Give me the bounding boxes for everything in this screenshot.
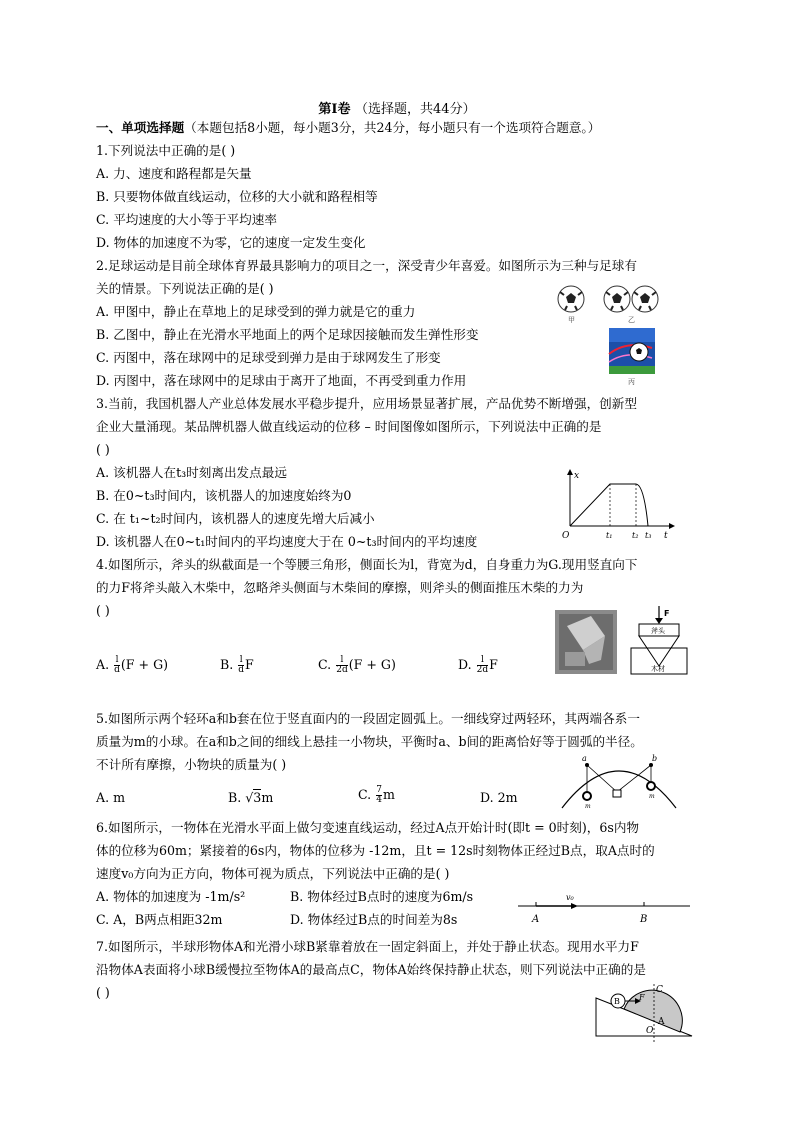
graph-curve-segment: [636, 484, 648, 526]
q4-c-fraction: [336, 656, 348, 675]
fig-label-jia: 甲: [568, 316, 575, 324]
q7-stem-line1: 7.如图所示，半球形物体A和光滑小球B紧靠着放在一固定斜面上，并处于静止状态。现用水平力F: [96, 939, 639, 954]
axe-diagram: [631, 606, 687, 674]
q4-d-den: 2d: [476, 665, 489, 675]
q3-option-a: A. 该机器人在t₃时刻离出发点最远: [96, 465, 287, 480]
small-block: [613, 790, 621, 797]
q4-a-num: l: [115, 655, 119, 665]
q2-option-b: B. 乙图中，静止在光滑水平地面上的两个足球因接触而发生弹性形变: [96, 327, 479, 342]
ring-a-label: a: [582, 754, 587, 763]
graph-tick-t2: t₂: [632, 531, 639, 540]
q5-stem-line1: 5.如图所示两个轻环a和b套在位于竖直面内的一段固定圆弧上。一细线穿过两轻环，其两端各系一: [96, 711, 640, 726]
q1-option-d: D. 物体的加速度不为零，它的速度一定发生变化: [96, 235, 366, 250]
fig-label-bing: 丙: [628, 378, 635, 386]
q4-c-den: 2d: [336, 665, 348, 675]
graph-origin-label: O: [562, 531, 570, 541]
q6-option-d: D. 物体经过B点的时间差为8s: [290, 912, 458, 927]
q4-option-c: [318, 656, 396, 675]
q4-b-den: d: [238, 665, 245, 675]
q4-stem-line1: 4.如图所示，斧头的纵截面是一个等腰三角形，侧面长为l，背宽为d，自身重力为G.现用竖直向下: [96, 557, 638, 572]
section-instruction: （本题包括8小题，每小题3分，共24分，每小题只有一个选项符合题意。）: [184, 120, 601, 135]
q6-option-a: A. 物体的加速度为 -1m/s²: [96, 889, 246, 904]
q3-stem-line2: 企业大量涌现。某品牌机器人做直线运动的位移 – 时间图像如图所示，下列说法中正确的是: [96, 419, 602, 434]
q4-c-num: l: [340, 655, 344, 665]
q5-stem-line3: 不计所有摩擦，小物块的质量为( ): [96, 757, 287, 772]
football-jia-icon: [558, 286, 584, 312]
q4-option-b: [220, 656, 254, 675]
axe-label: 斧头: [651, 627, 665, 635]
q7-figure: [592, 982, 696, 1044]
graph-t-label: t: [664, 531, 668, 541]
q4-stem-line3: ( ): [96, 603, 110, 618]
ball-left-label: m: [585, 803, 591, 810]
q4-d-fraction: [477, 656, 489, 675]
force-label: F: [664, 609, 670, 618]
q2-option-a: A. 甲图中，静止在草地上的足球受到的弹力就是它的重力: [96, 304, 416, 319]
q5-option-c: [358, 786, 395, 805]
q4-a-fraction: [114, 656, 120, 675]
ball-left: [583, 792, 591, 800]
q2-option-d: D. 丙图中，落在球网中的足球由于离开了地面，不再受到重力作用: [96, 373, 467, 388]
q3-option-d: D. 该机器人在0~t₁时间内的平均速度大于在 0~t₃时间内的平均速度: [96, 534, 478, 549]
q6-option-c: C. A，B两点相距32m: [96, 912, 223, 927]
q6-stem-line2: 体的位移为60m；紧接着的6s内，物体的位移为 -12m，且t = 12s时刻物体正经过B点，取A点时的: [96, 843, 655, 858]
q7-stem-line3: ( ): [96, 985, 110, 1000]
q4-d-letter: D.: [458, 657, 472, 672]
q3-option-b: B. 在0~t₃时间内，该机器人的加速度始终为0: [96, 488, 352, 503]
title-sub: （选择题，共44分）: [355, 102, 476, 117]
q4-b-letter: B.: [220, 657, 234, 672]
q4-c-rest: (F + G): [348, 657, 396, 672]
graph-tick-t3: t₃: [645, 531, 652, 540]
q7-stem-line2: 沿物体A表面将小球B缓慢拉至物体A的最高点C，物体A始终保持静止状态，则下列说法中正确的是: [96, 962, 646, 977]
ball-b-label: B: [614, 997, 620, 1006]
velocity-arrow-icon: [571, 903, 578, 909]
q1-option-a: A. 力、速度和路程都是矢量: [96, 166, 252, 181]
q4-d-rest: F: [489, 657, 498, 672]
q1-option-c: C. 平均速度的大小等于平均速率: [96, 212, 277, 227]
graph-tick-t1: t₁: [606, 531, 613, 540]
football-yi-left-icon: [604, 286, 630, 312]
q3-option-c: C. 在 t₁~t₂时间内，该机器人的速度先增大后减小: [96, 511, 375, 526]
title-main: 第Ⅰ卷: [318, 102, 351, 117]
ring-b-label: b: [652, 754, 658, 763]
q6-option-b: B. 物体经过B点时的速度为6m/s: [290, 889, 474, 904]
q4-option-d: [458, 656, 498, 675]
q4-b-num: l: [239, 655, 243, 665]
q3-stem-line3: ( ): [96, 442, 110, 457]
q5-c-letter: C.: [358, 787, 372, 802]
q2-stem-line2: 关的情景。下列说法正确的是( ): [96, 281, 274, 296]
q4-stem-line2: 的力F将斧头敲入木柴中，忽略斧头侧面与木柴间的摩擦，则斧头的侧面推压木柴的力为: [96, 580, 584, 595]
q5-option-b: [228, 790, 273, 806]
q3-stem-line1: 3.当前，我国机器人产业总体发展水平稳步提升，应用场景显著扩展，产品优势不断增强，创新型: [96, 396, 637, 411]
q4-c-letter: C.: [318, 657, 332, 672]
football-net-photo: [609, 328, 655, 374]
graph-line-segment: [570, 484, 636, 526]
q4-b-fraction: [238, 656, 244, 675]
q1-option-b: B. 只要物体做直线运动，位移的大小就和路程相等: [96, 189, 378, 204]
q4-option-a: [96, 656, 168, 675]
q4-a-letter: A.: [96, 657, 110, 672]
q5-c-suffix: m: [382, 787, 395, 802]
q2-stem-line1: 2.足球运动是目前全球体育界最具影响力的项目之一，深受青少年喜爱。如图所示为三种与足球有: [96, 258, 637, 273]
point-o-label: O: [646, 1026, 654, 1036]
q1-stem: 1.下列说法中正确的是( ): [96, 143, 236, 158]
q5-b-prefix: B.: [228, 790, 246, 805]
point-b-label: B: [640, 914, 648, 925]
point-c-label: C: [656, 985, 663, 995]
body-a-label: A: [658, 1017, 665, 1027]
page-title: [0, 98, 794, 117]
section-label: 一、单项选择题: [96, 120, 185, 135]
force-f-label: F: [639, 993, 645, 1002]
section-heading: [96, 120, 600, 136]
q6-line-figure: [516, 886, 692, 926]
q5-c-fraction: [376, 786, 382, 805]
q6-stem-line1: 6.如图所示，一物体在光滑水平面上做匀变速直线运动，经过A点开始计时(即t = 0时刻)，6s内物: [96, 820, 640, 835]
wood-label: 木材: [651, 665, 665, 673]
point-a-label: A: [532, 914, 540, 925]
q5-arc-figure: [560, 752, 678, 810]
q5-stem-line2: 质量为m的小球。在a和b之间的细线上悬挂一小物块，平衡时a、b间的距离恰好等于圆弧的半径。: [96, 734, 643, 749]
q5-option-a: A. m: [96, 790, 126, 805]
q4-a-den: d: [114, 665, 120, 675]
ball-right: [647, 782, 655, 790]
football-yi-right-icon: [632, 286, 658, 312]
q3-xt-graph: [560, 468, 680, 546]
q2-option-c: C. 丙图中，落在球网中的足球受到弹力是由于球网发生了形变: [96, 350, 441, 365]
q6-stem-line3: 速度v₀方向为正方向，物体可视为质点，下列说法中正确的是( ): [96, 866, 450, 881]
q5-b-root: 3: [253, 790, 262, 805]
q5-b-suffix: m: [261, 790, 274, 805]
q5-c-den: 4: [376, 795, 382, 805]
axe-photo: [555, 610, 617, 674]
fig-label-yi: 乙: [628, 316, 635, 324]
v0-label: v₀: [566, 893, 574, 902]
q4-figure: [555, 606, 690, 678]
q4-b-rest: F: [245, 657, 254, 672]
graph-y-label: x: [574, 471, 580, 481]
ball-right-label: m: [649, 793, 655, 800]
q4-d-num: l: [480, 655, 484, 665]
q5-c-num: 7: [376, 785, 382, 795]
q4-a-rest: (F + G): [120, 657, 169, 672]
sqrt-icon: √: [245, 790, 254, 805]
q5-option-d: D. 2m: [480, 790, 518, 805]
q2-figure: [552, 282, 672, 388]
